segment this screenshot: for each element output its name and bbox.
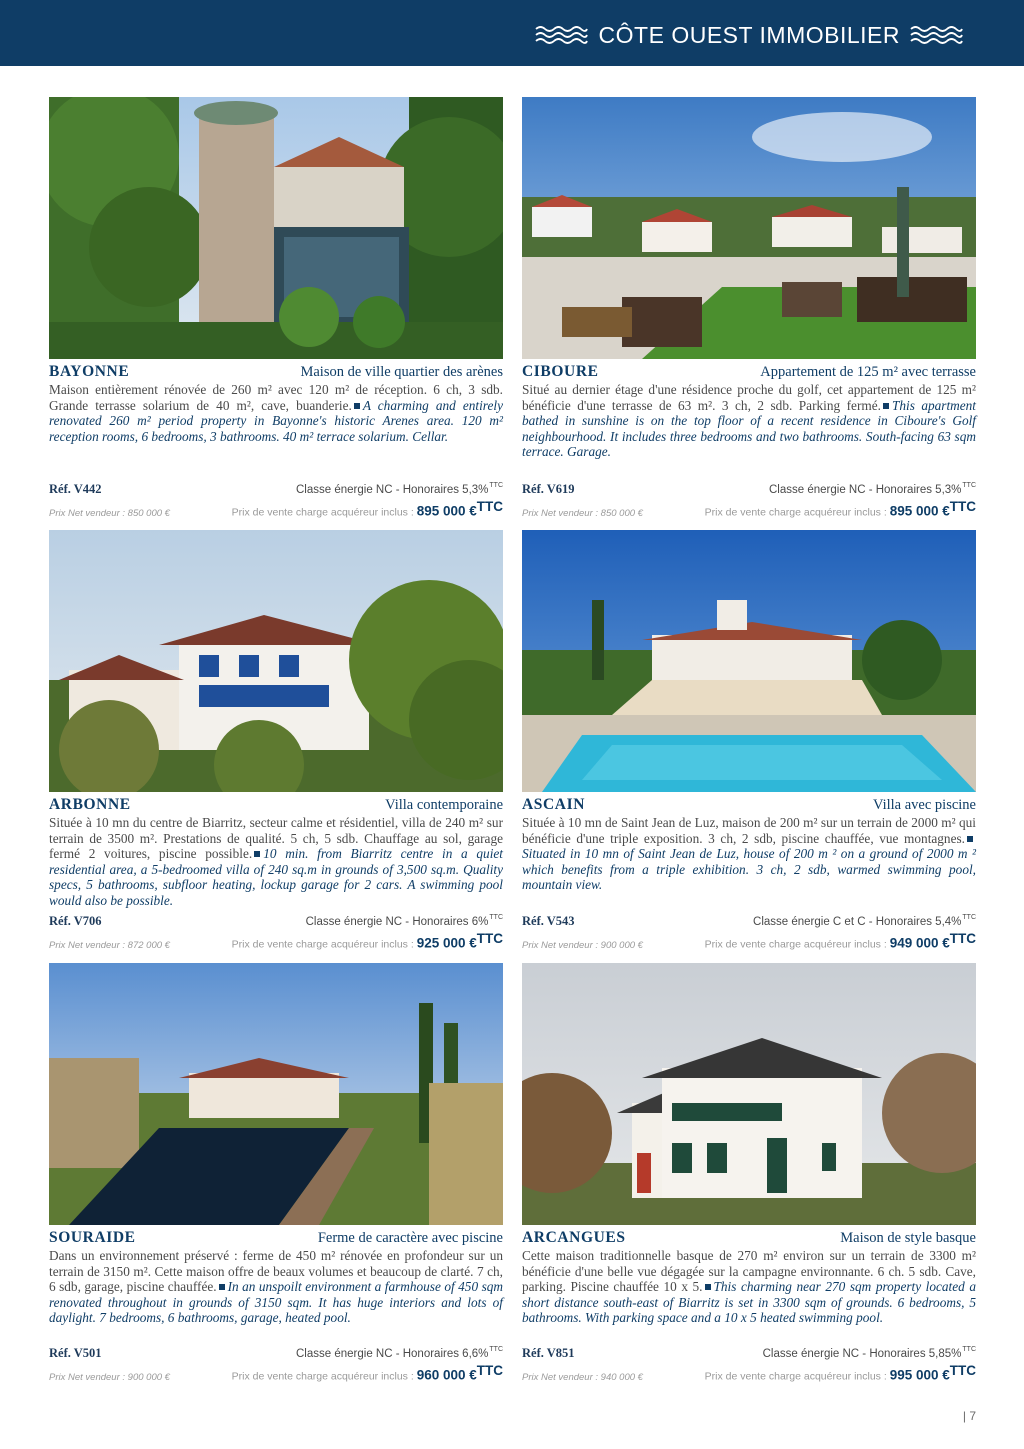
- sale-price: Prix de vente charge acquéreur inclus : 895 000 €$^{TTC}$: [704, 499, 976, 519]
- sale-price-value: 995 000 €: [889, 1367, 950, 1383]
- listing-city: ARCANGUES: [522, 1229, 626, 1246]
- property-photo[interactable]: [522, 963, 976, 1225]
- listing-subtitle: Villa avec piscine: [872, 797, 976, 813]
- energy-fees: Classe énergie NC - Honoraires 5,3%$^{TTC}$: [296, 482, 503, 496]
- sale-price-value: 949 000 €: [889, 935, 950, 951]
- listing-description: [49, 1248, 503, 1326]
- description-fr: Dans un environnement préservé : ferme de 450 m² rénovée en profondeur sur un terrain de 3150 m². Cette maison offre de beaux volumes et beaucoup de clarté. 7 ch, 6 sdb, garage, piscine chauffée.: [49, 1248, 503, 1295]
- property-photo[interactable]: [49, 530, 503, 792]
- listing-subtitle: Ferme de caractère avec piscine: [317, 1230, 503, 1246]
- listing-reference: Réf. V619: [522, 482, 575, 496]
- brand-name: CÔTE OUEST IMMOBILIER: [598, 21, 900, 48]
- sale-price-value: 960 000 €: [416, 1367, 477, 1383]
- square-bullet-icon: [705, 1284, 711, 1290]
- sale-price-label: Prix de vente charge acquéreur inclus :: [704, 1370, 887, 1383]
- sale-price-label: Prix de vente charge acquéreur inclus :: [704, 506, 887, 519]
- net-seller-price: Prix Net vendeur : 940 000 €: [522, 1371, 643, 1383]
- listing-reference: Réf. V706: [49, 914, 102, 928]
- listing-card-bayonne[interactable]: [49, 97, 503, 517]
- sale-price: Prix de vente charge acquéreur inclus : 995 000 €$^{TTC}$: [704, 1363, 976, 1383]
- listing-subtitle: Maison de style basque: [840, 1230, 976, 1246]
- energy-fees: Classe énergie C et C - Honoraires 5,4%$^{TTC}$: [753, 914, 976, 928]
- listing-description: [49, 815, 503, 909]
- property-photo[interactable]: [49, 97, 503, 359]
- listing-card-ascain[interactable]: [522, 530, 976, 950]
- square-bullet-icon: [354, 403, 360, 409]
- page-number: | 7: [962, 1409, 976, 1423]
- listing-reference: Réf. V851: [522, 1346, 575, 1360]
- description-en: This apartment bathed in sunshine is on the top floor of a recent residence in Ciboure's Golf neighbourhood. It includes three bedrooms and two bathrooms. South-facing 63 sqm terrace. Garage.: [522, 397, 977, 460]
- waves-left-icon: [535, 25, 589, 45]
- energy-fees: Classe énergie NC - Honoraires 5,85%$^{TTC}$: [762, 1346, 976, 1360]
- brand: [535, 20, 964, 50]
- listing-subtitle: Appartement de 125 m² avec terrasse: [760, 364, 976, 380]
- net-seller-price: Prix Net vendeur : 900 000 €: [522, 939, 643, 951]
- net-seller-price: Prix Net vendeur : 900 000 €: [49, 1371, 170, 1383]
- listing-description: [49, 382, 503, 444]
- page-header: [0, 0, 1024, 66]
- property-photo[interactable]: [49, 963, 503, 1225]
- description-en: This charming near 270 sqm property located a short distance south-east of Biarritz is set in 3300 sqm of grounds. 6 bedrooms, 5 bathrooms. With parking space and a 10 x 5 heated swimming pool.: [522, 1279, 976, 1326]
- sale-price-label: Prix de vente charge acquéreur inclus :: [231, 506, 414, 519]
- sale-price: Prix de vente charge acquéreur inclus : 895 000 €$^{TTC}$: [231, 499, 503, 519]
- listing-reference: Réf. V442: [49, 482, 102, 496]
- listing-city: SOURAIDE: [49, 1229, 136, 1246]
- net-seller-price: Prix Net vendeur : 850 000 €: [522, 507, 643, 519]
- description-fr: Situé au dernier étage d'une résidence proche du golf, cet appartement de 125 m² bénéficie d'une terrasse de 63 m². 3 ch, 2 sdb. Parking fermé.: [522, 382, 976, 413]
- listing-reference: Réf. V501: [49, 1346, 102, 1360]
- description-fr: Cette maison traditionnelle basque de 270 m² environ sur un terrain de 3300 m² bénéficie d'une belle vue dégagée sur la campagne environnante. 6 ch. 5 sdb. Cave, parking. Piscine chauffée 10 x 5.: [522, 1248, 976, 1295]
- waves-right-icon: [910, 25, 964, 45]
- listing-city: ASCAIN: [522, 796, 586, 813]
- sale-price-label: Prix de vente charge acquéreur inclus :: [231, 938, 414, 951]
- listing-subtitle: Maison de ville quartier des arènes: [300, 364, 503, 380]
- net-seller-price: Prix Net vendeur : 872 000 €: [49, 939, 170, 951]
- property-photo[interactable]: [522, 97, 976, 359]
- description-fr: Située à 10 mn du centre de Biarritz, secteur calme et résidentiel, villa de 240 m² sur terrain de 3500 m². Prestations de qualité. 5 ch, 5 sdb. Chauffage au sol, garage fermé 2 voitures, piscine possible.: [49, 815, 503, 862]
- energy-fees: Classe énergie NC - Honoraires 5,3%$^{TTC}$: [769, 482, 976, 496]
- listing-subtitle: Villa contemporaine: [385, 797, 503, 813]
- sale-price-value: 925 000 €: [416, 935, 477, 951]
- sale-price: Prix de vente charge acquéreur inclus : 960 000 €$^{TTC}$: [231, 1363, 503, 1383]
- listing-card-arcangues[interactable]: [522, 963, 976, 1383]
- net-seller-price: Prix Net vendeur : 850 000 €: [49, 507, 170, 519]
- description-en: Situated in 10 mn of Saint Jean de Luz, house of 200 m ² on a ground of 2000 m ² which benefits from a triple exhibition. 3 ch, 2 sdb, warmed swimming pool, mountain view.: [522, 846, 976, 893]
- listing-city: CIBOURE: [522, 363, 599, 380]
- listing-reference: Réf. V543: [522, 914, 575, 928]
- sale-price-label: Prix de vente charge acquéreur inclus :: [704, 938, 887, 951]
- sale-price-label: Prix de vente charge acquéreur inclus :: [231, 1370, 414, 1383]
- description-en: In an unspoilt environment a farmhouse of 450 sqm renovated throughout in grounds of 3150 sqm. It has huge interiors and lots of daylight. 7 bedrooms, 6 bathrooms, garage, heated pool.: [49, 1279, 503, 1326]
- description-en: 10 min. from Biarritz centre in a quiet residential area, a 5-bedroomed villa of 240 sq.m in grounds of 3,500 sq.m. Quality specs, 5 bathrooms, subfloor heating, lockup garage for 2 cars. A swimming pool would also be possible.: [49, 846, 503, 908]
- description-fr: Située à 10 mn de Saint Jean de Luz, maison de 200 m² sur un terrain de 2000 m² qui bénéficie d'une triple exposition. 3 ch, 2 sdb, piscine chauffée, vue montagnes.: [522, 815, 976, 846]
- sale-price-value: 895 000 €: [889, 503, 950, 519]
- square-bullet-icon: [967, 836, 973, 842]
- listing-description: [522, 382, 976, 460]
- energy-fees: Classe énergie NC - Honoraires 6,6%$^{TTC}$: [296, 1346, 503, 1360]
- listing-description: [522, 1248, 976, 1326]
- listing-card-ciboure[interactable]: [522, 97, 976, 517]
- description-fr: Maison entièrement rénovée de 260 m² avec 120 m² de réception. 6 ch, 3 sdb. Grande terrasse solarium de 40 m², cave, buanderie.: [49, 382, 503, 413]
- sale-price: Prix de vente charge acquéreur inclus : 925 000 €$^{TTC}$: [231, 931, 503, 951]
- sale-price: Prix de vente charge acquéreur inclus : 949 000 €$^{TTC}$: [704, 931, 976, 951]
- listing-card-souraide[interactable]: [49, 963, 503, 1383]
- square-bullet-icon: [254, 851, 260, 857]
- square-bullet-icon: [883, 403, 889, 409]
- square-bullet-icon: [219, 1284, 225, 1290]
- listing-description: [522, 815, 976, 893]
- property-photo[interactable]: [522, 530, 976, 792]
- listing-card-arbonne[interactable]: [49, 530, 503, 950]
- listing-city: ARBONNE: [49, 796, 131, 813]
- energy-fees: Classe énergie NC - Honoraires 6%$^{TTC}$: [305, 914, 503, 928]
- description-en: A charming and entirely renovated 260 m² period property in Bayonne's historic Arenes area. 120 m² reception rooms, 6 bedrooms, 3 bathrooms. 40 m² terrace solarium. Cellar.: [49, 397, 503, 444]
- sale-price-value: 895 000 €: [416, 503, 477, 519]
- listing-city: BAYONNE: [49, 363, 130, 380]
